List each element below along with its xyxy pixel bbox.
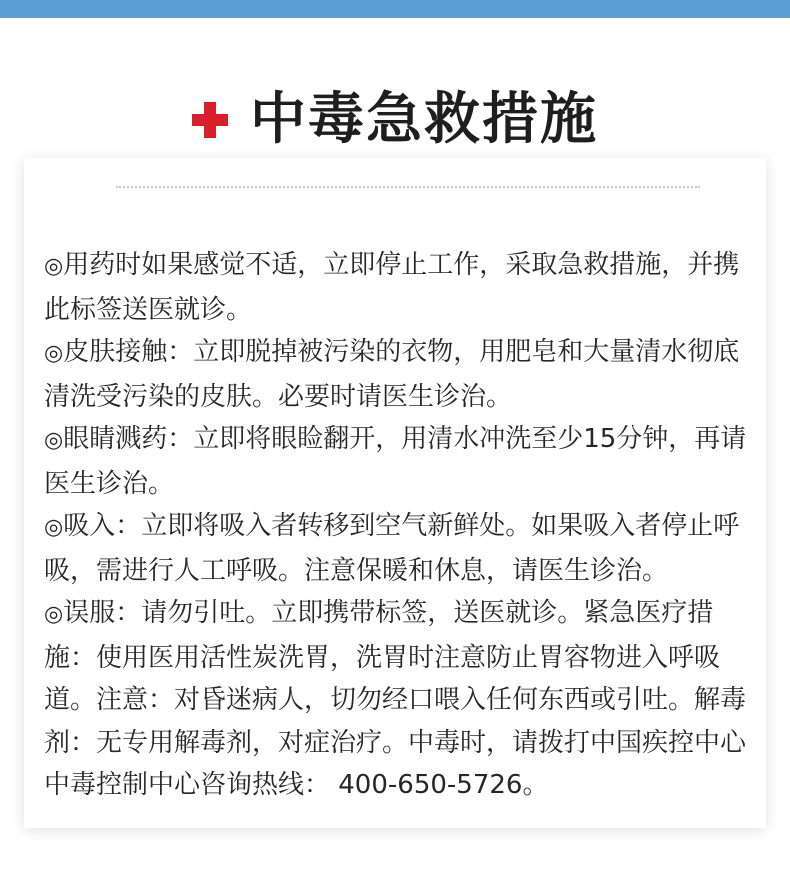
- page-header: [0, 80, 790, 160]
- instructions-card: [24, 158, 766, 828]
- bullet-marker: ◎: [44, 341, 64, 366]
- instruction-ingestion: [44, 592, 756, 807]
- instruction-skin-contact: [44, 331, 756, 418]
- instruction-general: [44, 244, 756, 331]
- instruction-text: 眼睛溅药：立即将眼睑翻开，用清水冲洗至少15分钟，再请医生诊治。: [44, 424, 747, 499]
- instruction-eye-contact: [44, 418, 756, 505]
- red-cross-icon: [192, 102, 228, 138]
- cross-vertical-bar: [204, 102, 216, 138]
- instruction-text: 用药时如果感觉不适，立即停止工作，采取急救措施，并携此标签送医就诊。: [44, 250, 740, 325]
- instruction-inhalation: [44, 505, 756, 592]
- instruction-text: 皮肤接触：立即脱掉被污染的衣物，用肥皂和大量清水彻底清洗受污染的皮肤。必要时请医生诊治。: [44, 337, 740, 412]
- instructions-content: [44, 244, 756, 807]
- bullet-marker: ◎: [44, 428, 64, 453]
- page-title: 中毒急救措施: [250, 87, 598, 152]
- bullet-marker: ◎: [44, 515, 64, 540]
- dotted-divider: [116, 186, 700, 188]
- top-accent-bar: [0, 0, 790, 18]
- bullet-marker: ◎: [44, 254, 64, 279]
- instruction-text: 误服：请勿引吐。立即携带标签，送医就诊。紧急医疗措施：使用医用活性炭洗胃，洗胃时注意防止胃容物进入呼吸道。注意：对昏迷病人，切勿经口喂入任何东西或引吐。解毒剂：无专用解毒剂，对症治疗。中毒时，请拨打中国疾控中心中毒控制中心咨询热线： 400-650-5726。: [44, 598, 747, 800]
- instruction-text: 吸入：立即将吸入者转移到空气新鲜处。如果吸入者停止呼吸，需进行人工呼吸。注意保暖和休息，请医生诊治。: [44, 511, 740, 586]
- bullet-marker: ◎: [44, 602, 64, 627]
